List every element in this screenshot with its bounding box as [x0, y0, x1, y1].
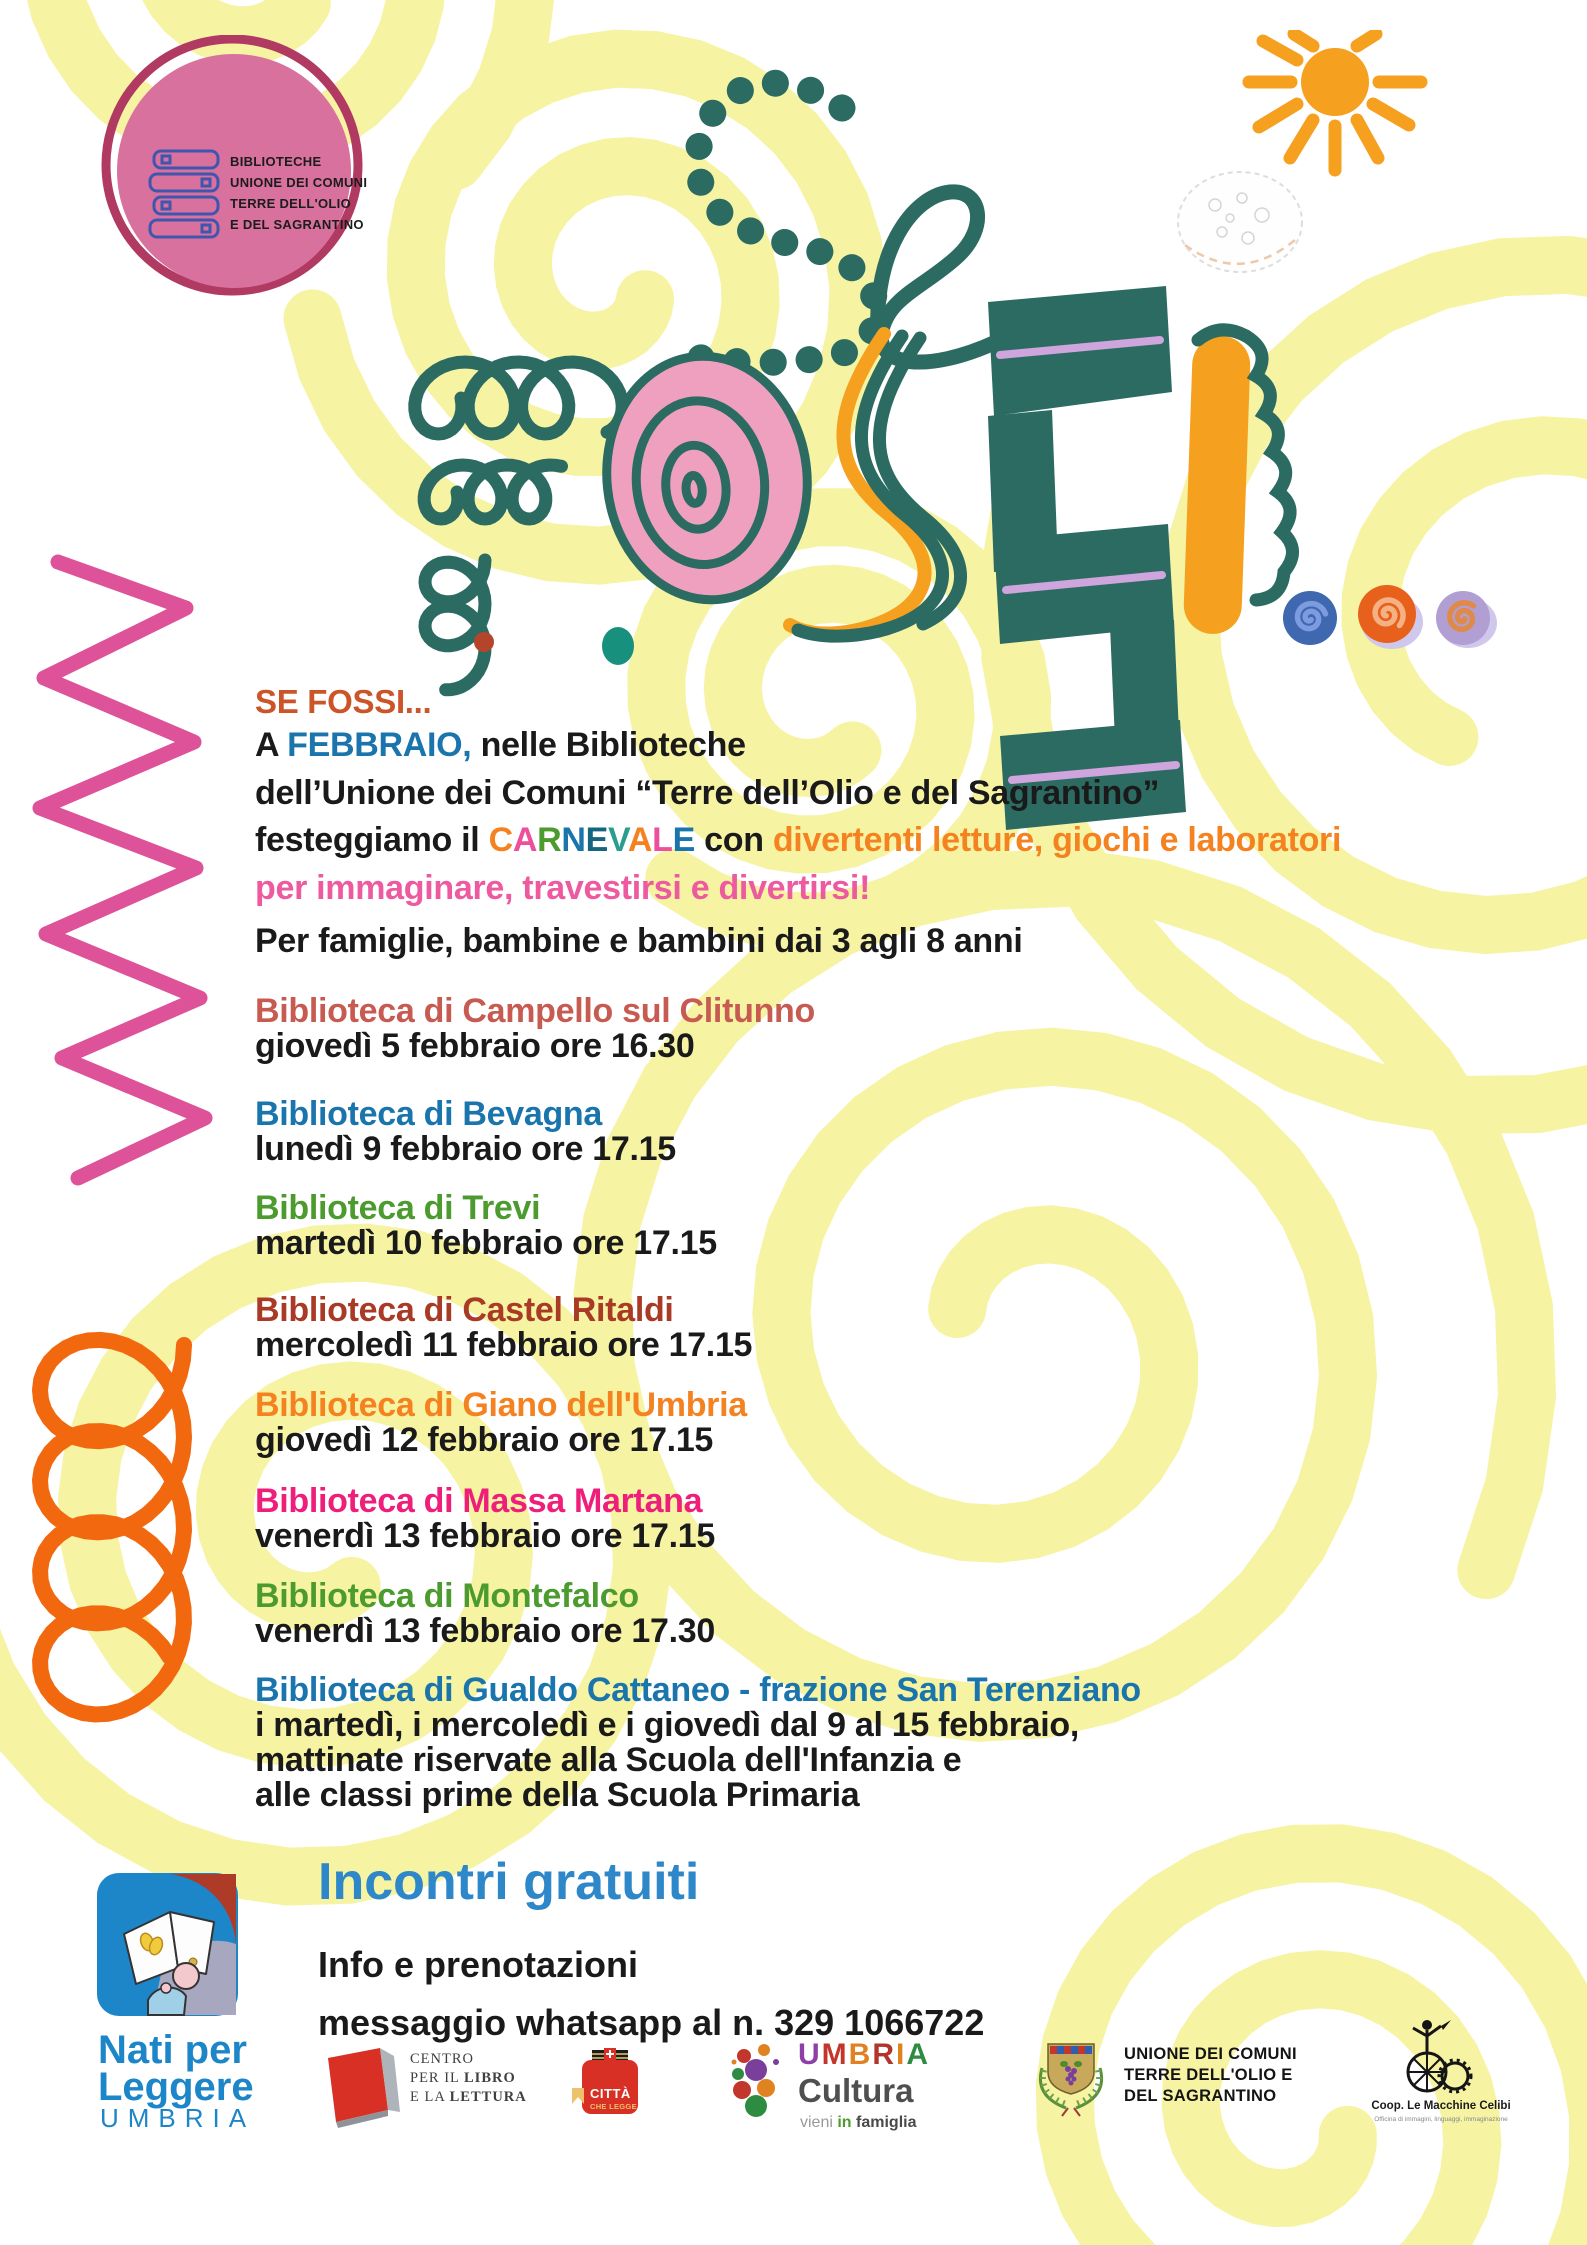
ellipsis-spiral-dots: [1283, 585, 1497, 649]
carnevale-word: CARNEVALE: [488, 821, 695, 859]
umbria-word: UMBRIA: [798, 2038, 931, 2071]
library-entry: [255, 1190, 717, 1261]
unione-comuni-logo: [1028, 2038, 1328, 2133]
library-name: Biblioteca di Giano dell'Umbria: [255, 1386, 747, 1424]
library-schedule: alle classi prime della Scuola Primaria: [255, 1776, 860, 1814]
library-schedule: mercoledì 11 febbraio ore 17.15: [255, 1326, 753, 1364]
library-schedule: mattinate riservate alla Scuola dell'Infanzia e: [255, 1741, 962, 1779]
library-entry: [255, 1387, 747, 1458]
intro-line-1: A FEBBRAIO, nelle Biblioteche: [255, 726, 746, 764]
library-schedule: venerdì 13 febbraio ore 17.30: [255, 1612, 715, 1650]
library-name: Biblioteca di Trevi: [255, 1189, 541, 1227]
unione-text: UNIONE DEI COMUNI TERRE DELL'OLIO E DEL SAGRANTINO: [1124, 2045, 1297, 2105]
cepell-text: CENTRO PER IL LIBRO E LA LETTURA: [410, 2051, 527, 2105]
open-book-icon: [318, 2046, 404, 2134]
cultura-word: Cultura: [798, 2072, 914, 2109]
title-letter-F: [415, 362, 622, 434]
cloud-icon: [1178, 172, 1302, 272]
intro-line-2: dell’Unione dei Comuni “Terre dell’Olio e del Sagrantino”: [255, 774, 1160, 812]
library-name: Biblioteca di Gualdo Cattaneo - frazione San Terenziano: [255, 1671, 1141, 1709]
title-letter-S: [672, 83, 877, 362]
citta-che-legge-logo: CITTÀ CHE LEGGE: [568, 2048, 658, 2126]
title-letter-I: [1183, 330, 1293, 635]
sun-icon: [1249, 34, 1421, 170]
title-letter-S2: [790, 334, 961, 636]
library-name: Biblioteca di Bevagna: [255, 1095, 603, 1133]
title-letter-F: [424, 465, 561, 519]
faces-cluster-icon: [730, 2042, 790, 2122]
pink-zigzag-doodle: [40, 562, 205, 1178]
umbria-cultura-logo: [724, 2032, 984, 2142]
nati-per-leggere-icon: [96, 1872, 241, 2019]
library-schedule: venerdì 13 febbraio ore 17.15: [255, 1517, 715, 1555]
intro-line-5: Per famiglie, bambine e bambini dai 3 agli 8 anni: [255, 922, 1023, 960]
title-letter-S3: [988, 286, 1186, 830]
title-letter-F: [425, 560, 485, 690]
coop-macchine-celibi-logo: Coop. Le Macchine Celibi Officina di immagini, linguaggi, immaginazione: [1356, 2012, 1526, 2127]
library-name: Biblioteca di Montefalco: [255, 1577, 639, 1615]
library-entry: [255, 1292, 752, 1363]
library-name: Biblioteca di Campello sul Clitunno: [255, 992, 815, 1030]
library-entry: [255, 1578, 715, 1649]
library-entry: [255, 1096, 676, 1167]
intro-line-3: festeggiamo il CARNEVALE con divertenti letture, giochi e laboratori: [255, 821, 1342, 859]
teal-dot: [602, 627, 634, 665]
library-name: Biblioteca di Castel Ritaldi: [255, 1291, 674, 1329]
intro-line-4: per immaginare, travestirsi e divertirsi!: [255, 869, 871, 907]
orange-coil-doodle: [40, 1340, 184, 1715]
libraries-badge: [100, 35, 368, 299]
umbria-tagline: vieni in famiglia: [800, 2114, 917, 2131]
library-schedule: i martedì, i mercoledì e i giovedì dal 9 al 15 febbraio,: [255, 1706, 1080, 1744]
library-entry: [255, 993, 815, 1064]
library-schedule: giovedì 5 febbraio ore 16.30: [255, 1027, 695, 1065]
badge-text: BIBLIOTECHE UNIONE DEI COMUNI TERRE DELL'OLIO E DEL SAGRANTINO: [230, 154, 368, 232]
title-letter-O: [593, 344, 822, 612]
library-schedule: martedì 10 febbraio ore 17.15: [255, 1224, 717, 1262]
info-line: Info e prenotazioni: [318, 1944, 638, 1985]
coat-of-arms-icon: [1028, 2038, 1118, 2123]
intro-heading: SE FOSSI...: [255, 683, 432, 720]
library-schedule: giovedì 12 febbraio ore 17.15: [255, 1421, 714, 1459]
library-name: Biblioteca di Massa Martana: [255, 1482, 703, 1520]
library-schedule: lunedì 9 febbraio ore 17.15: [255, 1130, 676, 1168]
red-dot: [474, 632, 494, 652]
machine-icon: [1401, 2014, 1477, 2098]
nati-per-leggere-logo: Nati per Leggere UMBRIA: [96, 1872, 296, 2152]
library-entry: [255, 1483, 715, 1554]
library-entry: [255, 1672, 1141, 1813]
whatsapp-line: messaggio whatsapp al n. 329 1066722: [318, 2002, 985, 2043]
free-meetings-title: Incontri gratuiti: [318, 1853, 700, 1911]
